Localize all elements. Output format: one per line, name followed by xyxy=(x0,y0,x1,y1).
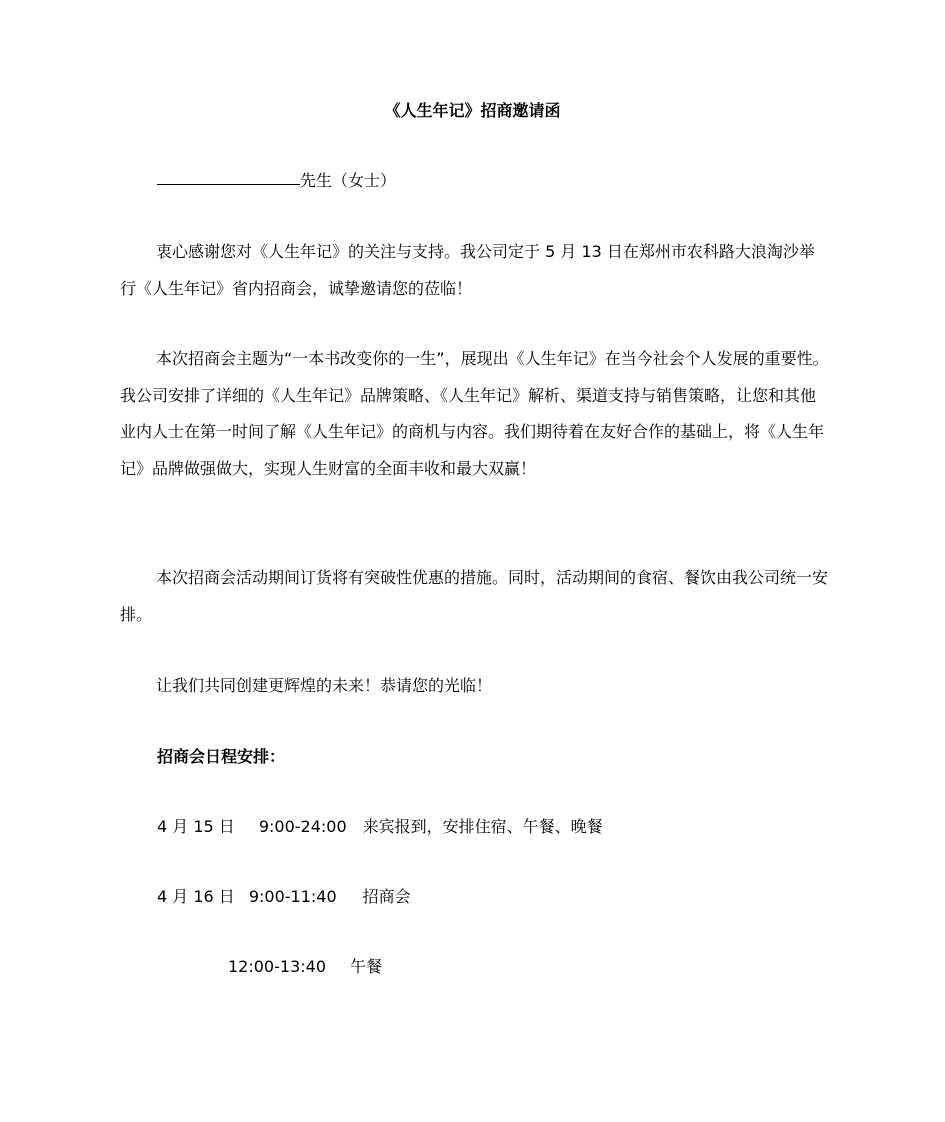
document-title: 《人生年记》招商邀请函 xyxy=(384,101,561,120)
schedule-row xyxy=(228,956,382,978)
schedule-time: 12:00-13:40 xyxy=(228,957,326,976)
paragraph-closing: 让我们共同创建更辉煌的未来！恭请您的光临！ xyxy=(156,676,493,695)
schedule-activity: 午餐 xyxy=(350,957,383,976)
schedule-time: 9:00-24:00 xyxy=(258,817,347,836)
schedule-row xyxy=(157,886,411,908)
schedule-activity: 来宾报到，安排住宿、午餐、晚餐 xyxy=(362,817,603,836)
salutation-text: 先生（女士） xyxy=(300,171,397,190)
recipient-name-blank xyxy=(157,184,300,185)
schedule-row xyxy=(157,816,603,838)
schedule-heading: 招商会日程安排： xyxy=(157,747,286,766)
paragraph-offers: 本次招商会活动期间订货将有突破性优惠的措施。同时，活动期间的食宿、餐饮由我公司统一安排。 xyxy=(120,568,829,624)
schedule-time: 9:00-11:40 xyxy=(248,887,337,906)
paragraph-thanks: 衷心感谢您对《人生年记》的关注与支持。我公司定于 5 月 13 日在郑州市农科路大浪淘沙举行《人生年记》省内招商会，诚挚邀请您的莅临！ xyxy=(120,242,815,298)
paragraph-theme: 本次招商会主题为“一本书改变你的一生”，展现出《人生年记》在当今社会个人发展的重要性。我公司安排了详细的《人生年记》品牌策略、《人生年记》解析、渠道支持与销售策略，让您和其他业内人士在第一时间了解《人生年记》的商机与内容。我们期待着在友好合作的基础上，将《人生年记》品牌做强做大，实现人生财富的全面丰收和最大双赢！ xyxy=(120,349,829,478)
schedule-date: 4 月 16 日 xyxy=(157,887,235,906)
schedule-date: 4 月 15 日 xyxy=(157,817,235,836)
schedule-activity: 招商会 xyxy=(362,887,411,906)
salutation-line xyxy=(157,170,396,192)
